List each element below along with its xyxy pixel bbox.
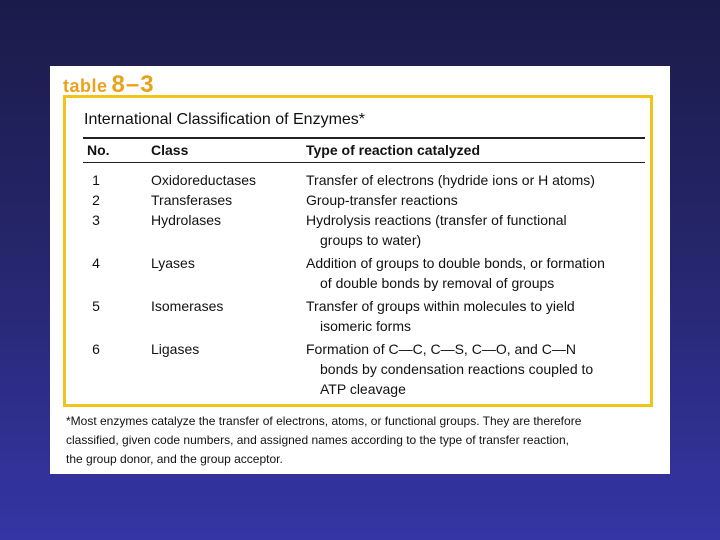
row-class: Transferases [151,192,233,208]
row-reaction-type [306,190,646,210]
footnote-line: the group donor, and the group acceptor. [66,452,283,466]
table-label-number: 8–3 [111,71,155,98]
header-type: Type of reaction catalyzed [306,142,481,158]
row-number: 2 [92,192,100,208]
row-reaction-type [306,170,646,190]
reaction-type-line: Group-transfer reactions [306,192,458,208]
reaction-type-line: Transfer of groups within molecules to yield [306,298,575,314]
row-number: 1 [92,172,100,188]
row-reaction-type [306,210,646,250]
footnote-line: classified, given code numbers, and assigned names according to the type of transfer reaction, [66,433,569,447]
header-top-rule [83,137,645,139]
table-row [66,190,650,210]
reaction-type-line: groups to water) [320,232,422,248]
reaction-type-line: Formation of C—C, C—S, C—O, and C—N [306,341,576,357]
row-number: 3 [92,212,100,228]
table-row [66,210,650,250]
row-number: 6 [92,341,100,357]
row-class: Isomerases [151,298,224,314]
footnote-line: *Most enzymes catalyze the transfer of electrons, atoms, or functional groups. They are therefore [66,414,582,428]
table-row [66,170,650,190]
reaction-type-line: Hydrolysis reactions (transfer of functional [306,212,567,228]
table-body [66,170,650,399]
reaction-type-line: Addition of groups to double bonds, or formation [306,255,605,271]
reaction-type-line: of double bonds by removal of groups [320,275,555,291]
row-class: Lyases [151,255,195,271]
reaction-type-line: ATP cleavage [320,381,406,397]
table-card [50,66,670,474]
row-number: 5 [92,298,100,314]
row-class: Oxidoreductases [151,172,257,188]
table-label-word: table [63,76,108,96]
header-class: Class [151,142,189,158]
table-row [66,253,650,293]
header-bottom-rule [83,162,645,163]
header-no: No. [87,142,110,158]
table-footnote [66,412,666,469]
table-frame [63,95,653,407]
row-number: 4 [92,255,100,271]
table-row [66,339,650,399]
row-class: Ligases [151,341,200,357]
reaction-type-line: bonds by condensation reactions coupled to [320,361,594,377]
table-title: International Classification of Enzymes* [84,111,366,128]
row-reaction-type [306,296,646,336]
table-row [66,296,650,336]
row-reaction-type [306,253,646,293]
reaction-type-line: isomeric forms [320,318,412,334]
row-class: Hydrolases [151,212,222,228]
reaction-type-line: Transfer of electrons (hydride ions or H atoms) [306,172,595,188]
row-reaction-type [306,339,646,399]
